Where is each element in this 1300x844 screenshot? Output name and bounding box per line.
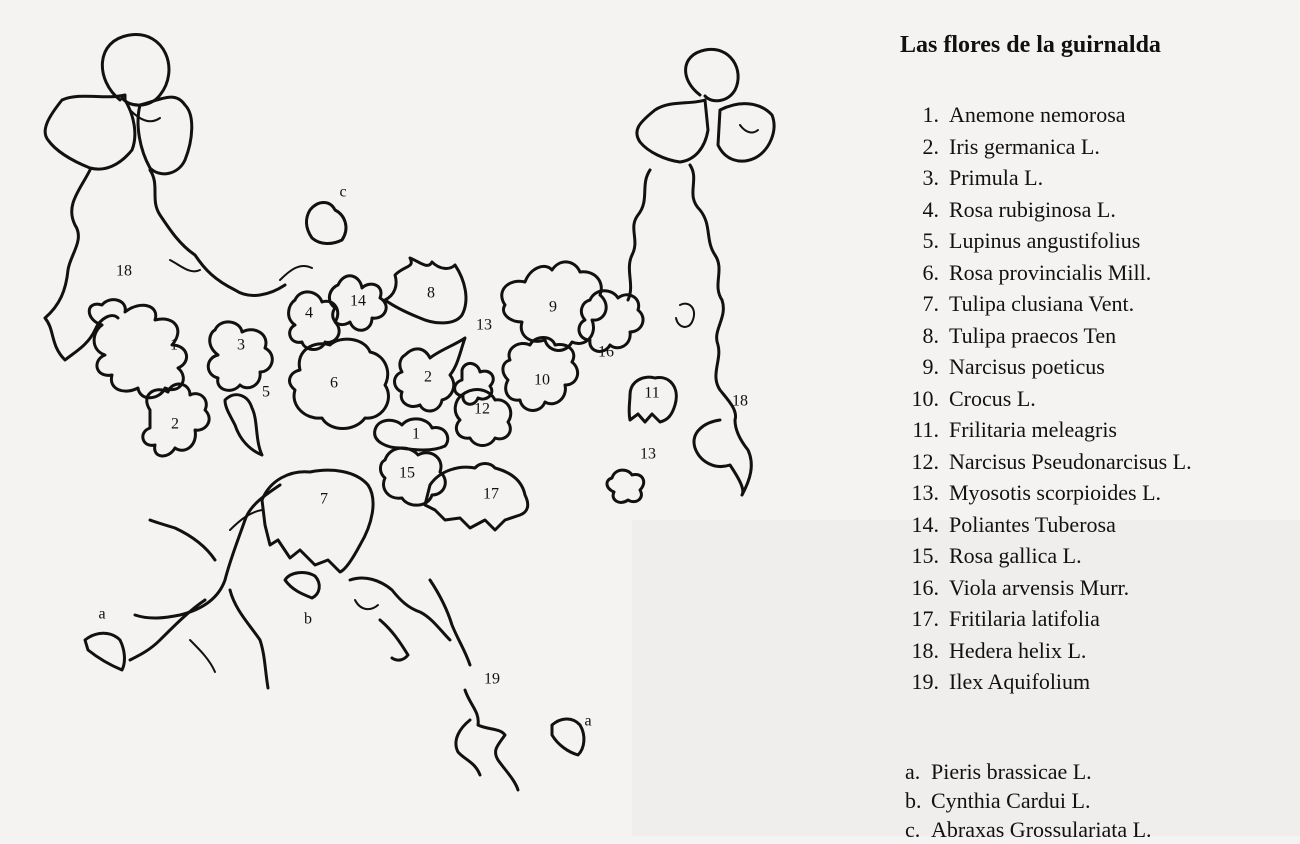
legend-item: 2. Iris germanica L. [922, 133, 1100, 159]
butterfly-b [285, 573, 319, 598]
label-10: 10 [534, 371, 550, 389]
butterfly-legend-list [905, 757, 1152, 844]
butterfly-a-right [552, 719, 584, 755]
flower-13-right [607, 470, 644, 502]
label-2-left: 2 [171, 415, 179, 433]
flower-8 [385, 258, 466, 323]
label-13-right: 13 [640, 445, 656, 463]
legend-item: 1. Anemone nemorosa [922, 102, 1126, 127]
lower-left-stems [130, 485, 280, 688]
label-1-left: 1 [170, 336, 178, 354]
label-3: 3 [237, 336, 245, 354]
legend-item: b. Cynthia Cardui L. [905, 788, 1091, 813]
label-19: 19 [484, 670, 500, 688]
label-12: 12 [474, 400, 490, 418]
flower-6 [290, 339, 389, 428]
flower-17 [425, 464, 528, 531]
legend-title: Las flores de la guirnalda [900, 32, 1161, 58]
legend-item: c. Abraxas Grossulariata L. [905, 817, 1152, 842]
legend-item: 5. Lupinus angustifolius [922, 228, 1141, 253]
legend-item: 4. Rosa rubiginosa L. [922, 196, 1116, 222]
label-13-center: 13 [476, 316, 492, 334]
legend-item: 8. Tulipa praecos Ten [922, 322, 1117, 348]
legend-item: 6. Rosa provincialis Mill. [922, 259, 1152, 285]
flower-legend-list [905, 99, 1192, 698]
label-16: 16 [598, 343, 614, 361]
label-6: 6 [330, 374, 338, 392]
butterfly-a-left [85, 633, 124, 670]
legend-item: 18. Hedera helix L. [911, 637, 1087, 663]
legend-item: 12. Narcisus Pseudonarcisus L. [911, 448, 1192, 474]
legend-item: 7. Tulipa clusiana Vent. [922, 291, 1135, 316]
legend-item: a. Pieris brassicae L. [905, 759, 1092, 784]
legend-item: 19. Ilex Aquifolium [911, 669, 1091, 694]
left-ribbon-bow [45, 35, 192, 174]
label-18-left: 18 [116, 262, 132, 280]
legend-item: 14. Poliantes Tuberosa [911, 511, 1116, 537]
legend-item: 11. Frilitaria meleagris [912, 417, 1117, 442]
label-1-center: 1 [412, 425, 420, 443]
legend-item: 17. Fritilaria latifolia [911, 606, 1100, 631]
right-ribbon-bow [637, 49, 774, 162]
legend-item: 16. Viola arvensis Murr. [911, 574, 1130, 600]
label-b: b [304, 610, 312, 628]
label-8: 8 [427, 284, 435, 302]
label-c: c [339, 183, 347, 201]
legend-item: 15. Rosa gallica L. [911, 543, 1082, 568]
label-a-right: a [584, 712, 592, 730]
label-14: 14 [350, 292, 366, 310]
label-17: 17 [483, 485, 499, 503]
legend-item: 9. Narcisus poeticus [922, 354, 1105, 379]
label-4: 4 [305, 304, 313, 322]
flower-5-leaf [225, 395, 262, 455]
label-a-left: a [98, 605, 106, 623]
label-15: 15 [399, 464, 415, 482]
label-11: 11 [644, 384, 660, 402]
legend-item: 10. Crocus L. [911, 385, 1036, 411]
butterfly-c [306, 203, 345, 244]
label-2-center: 2 [424, 368, 432, 386]
flower-16 [579, 291, 643, 352]
label-18-right: 18 [732, 392, 748, 410]
flower-4 [289, 292, 340, 350]
flower-3 [208, 322, 272, 390]
label-9: 9 [549, 298, 557, 316]
label-5: 5 [262, 383, 270, 401]
legend-item: 13. Myosotis scorpioides L. [911, 480, 1162, 505]
label-7: 7 [320, 490, 328, 508]
legend-item: 3. Primula L. [922, 165, 1044, 190]
